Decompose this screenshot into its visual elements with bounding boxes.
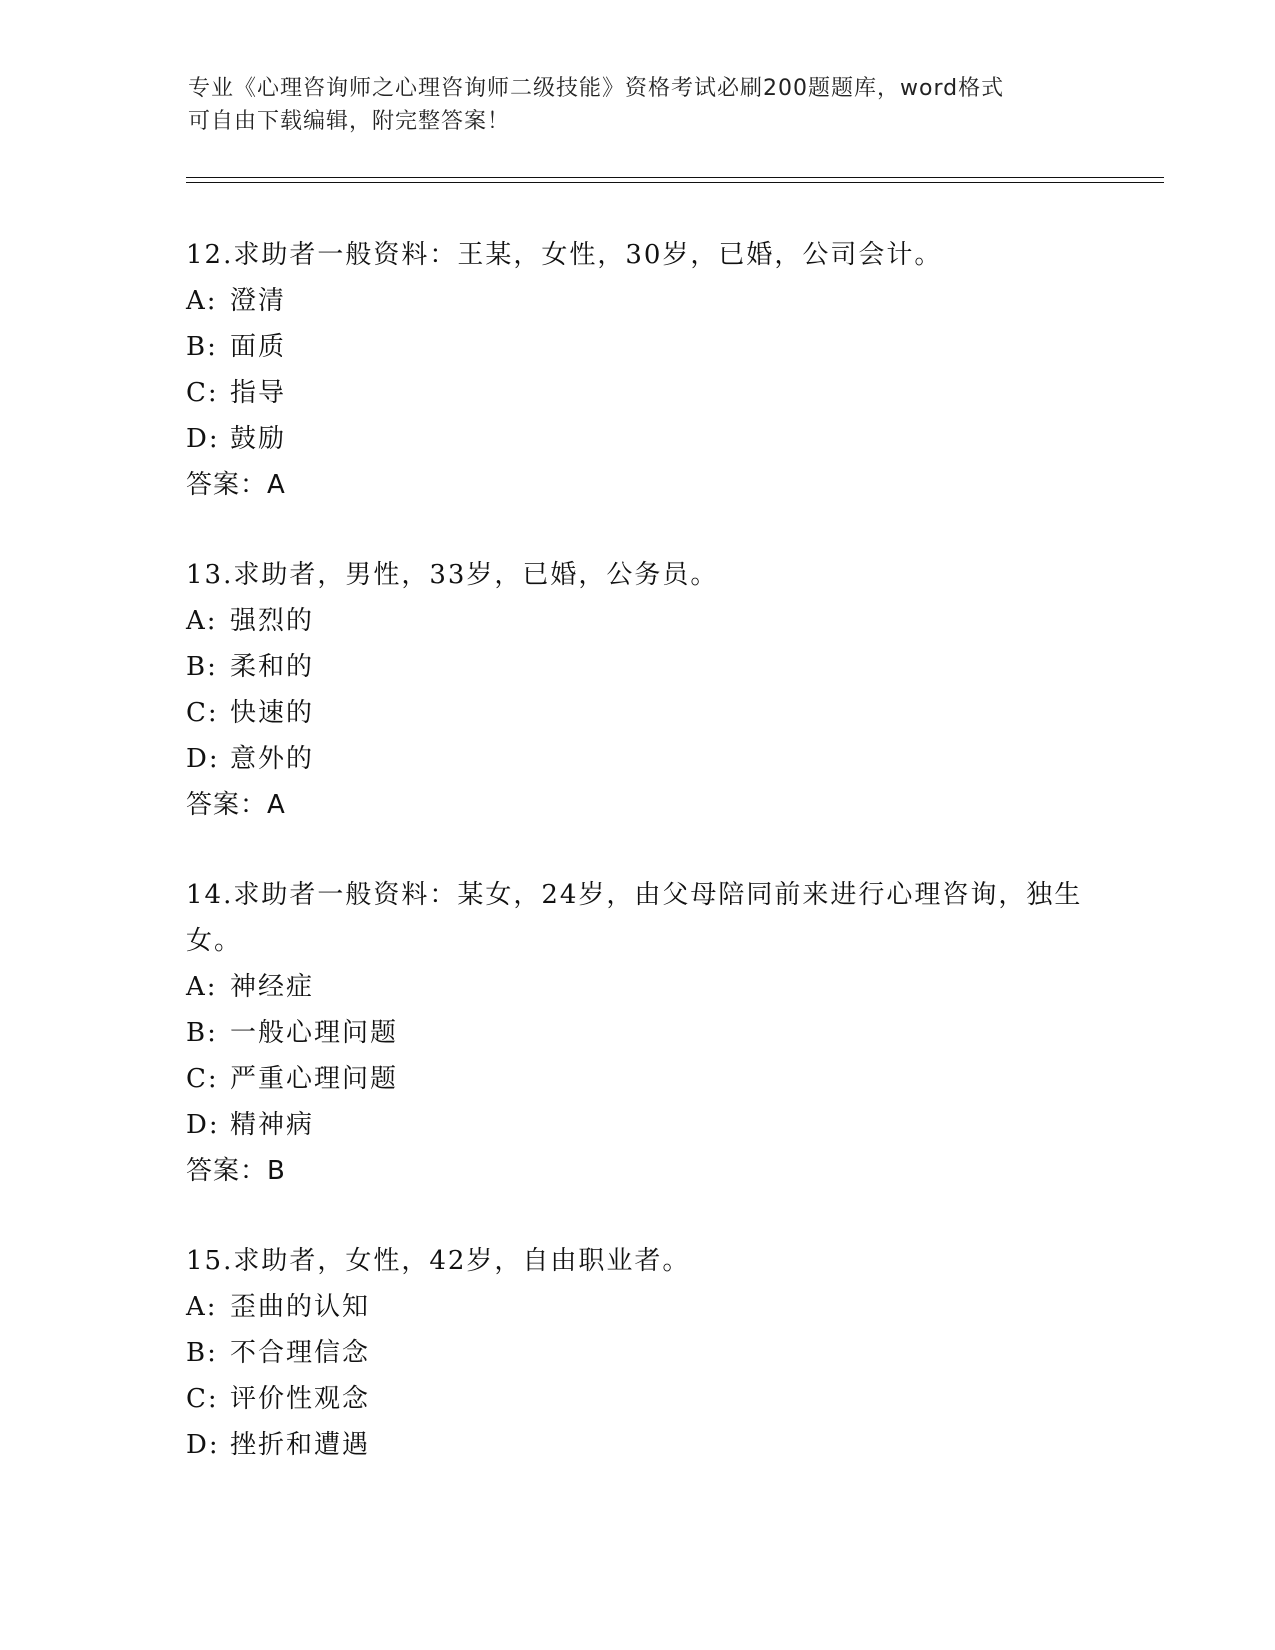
option-text: 一般心理问题 [230,1018,399,1048]
question-13 [186,552,1106,828]
option-text: 快速的 [230,698,315,728]
option-a [186,598,1106,644]
option-letter: B: [186,1338,218,1368]
option-letter: C: [186,698,219,728]
option-text: 歪曲的认知 [230,1292,371,1322]
option-letter: A: [186,1292,218,1322]
answer-line: 答案：A [186,790,286,820]
answer-line: 答案：A [186,470,286,500]
option-b [186,1330,1106,1376]
option-text: 面质 [230,332,287,362]
document-header [188,72,1108,138]
option-text: 挫折和遭遇 [230,1430,371,1460]
option-d [186,1422,1106,1468]
question-stem: 15.求助者，女性，42岁，自由职业者。 [186,1246,691,1276]
option-letter: C: [186,1384,219,1414]
option-letter: A: [186,972,218,1002]
option-letter: A: [186,606,218,636]
option-b [186,324,1106,370]
option-b [186,1010,1106,1056]
option-text: 评价性观念 [230,1384,371,1414]
header-line-1: 专业《心理咨询师之心理咨询师二级技能》资格考试必刷200题题库，word格式 [188,76,1005,101]
option-letter: B: [186,1018,218,1048]
option-letter: B: [186,332,218,362]
option-letter: C: [186,1064,219,1094]
option-letter: C: [186,378,219,408]
option-a [186,1284,1106,1330]
option-b [186,644,1106,690]
option-text: 柔和的 [230,652,315,682]
option-text: 鼓励 [230,424,287,454]
option-text: 指导 [230,378,287,408]
option-letter: B: [186,652,218,682]
question-14 [186,872,1106,1194]
header-rule-top [186,177,1164,178]
header-rule-bottom [186,182,1164,183]
answer-line: 答案：B [186,1156,286,1186]
option-letter: D: [186,1110,220,1140]
question-stem: 14.求助者一般资料：某女，24岁，由父母陪同前来进行心理咨询，独生女。 [186,880,1083,956]
option-d [186,1102,1106,1148]
question-list [186,232,1106,1512]
option-text: 强烈的 [230,606,315,636]
option-text: 澄清 [230,286,287,316]
question-stem: 12.求助者一般资料：王某，女性，30岁，已婚，公司会计。 [186,240,943,270]
option-a [186,278,1106,324]
option-text: 意外的 [230,744,315,774]
header-line-2: 可自由下载编辑，附完整答案！ [188,109,511,134]
option-c [186,1056,1106,1102]
option-d [186,736,1106,782]
option-c [186,1376,1106,1422]
option-letter: A: [186,286,218,316]
question-15 [186,1238,1106,1468]
option-c [186,370,1106,416]
option-c [186,690,1106,736]
option-letter: D: [186,1430,220,1460]
question-stem: 13.求助者，男性，33岁，已婚，公务员。 [186,560,719,590]
option-text: 不合理信念 [230,1338,371,1368]
option-letter: D: [186,424,220,454]
option-text: 严重心理问题 [230,1064,399,1094]
option-text: 神经症 [230,972,315,1002]
option-text: 精神病 [230,1110,315,1140]
option-letter: D: [186,744,220,774]
question-12 [186,232,1106,508]
option-a [186,964,1106,1010]
option-d [186,416,1106,462]
